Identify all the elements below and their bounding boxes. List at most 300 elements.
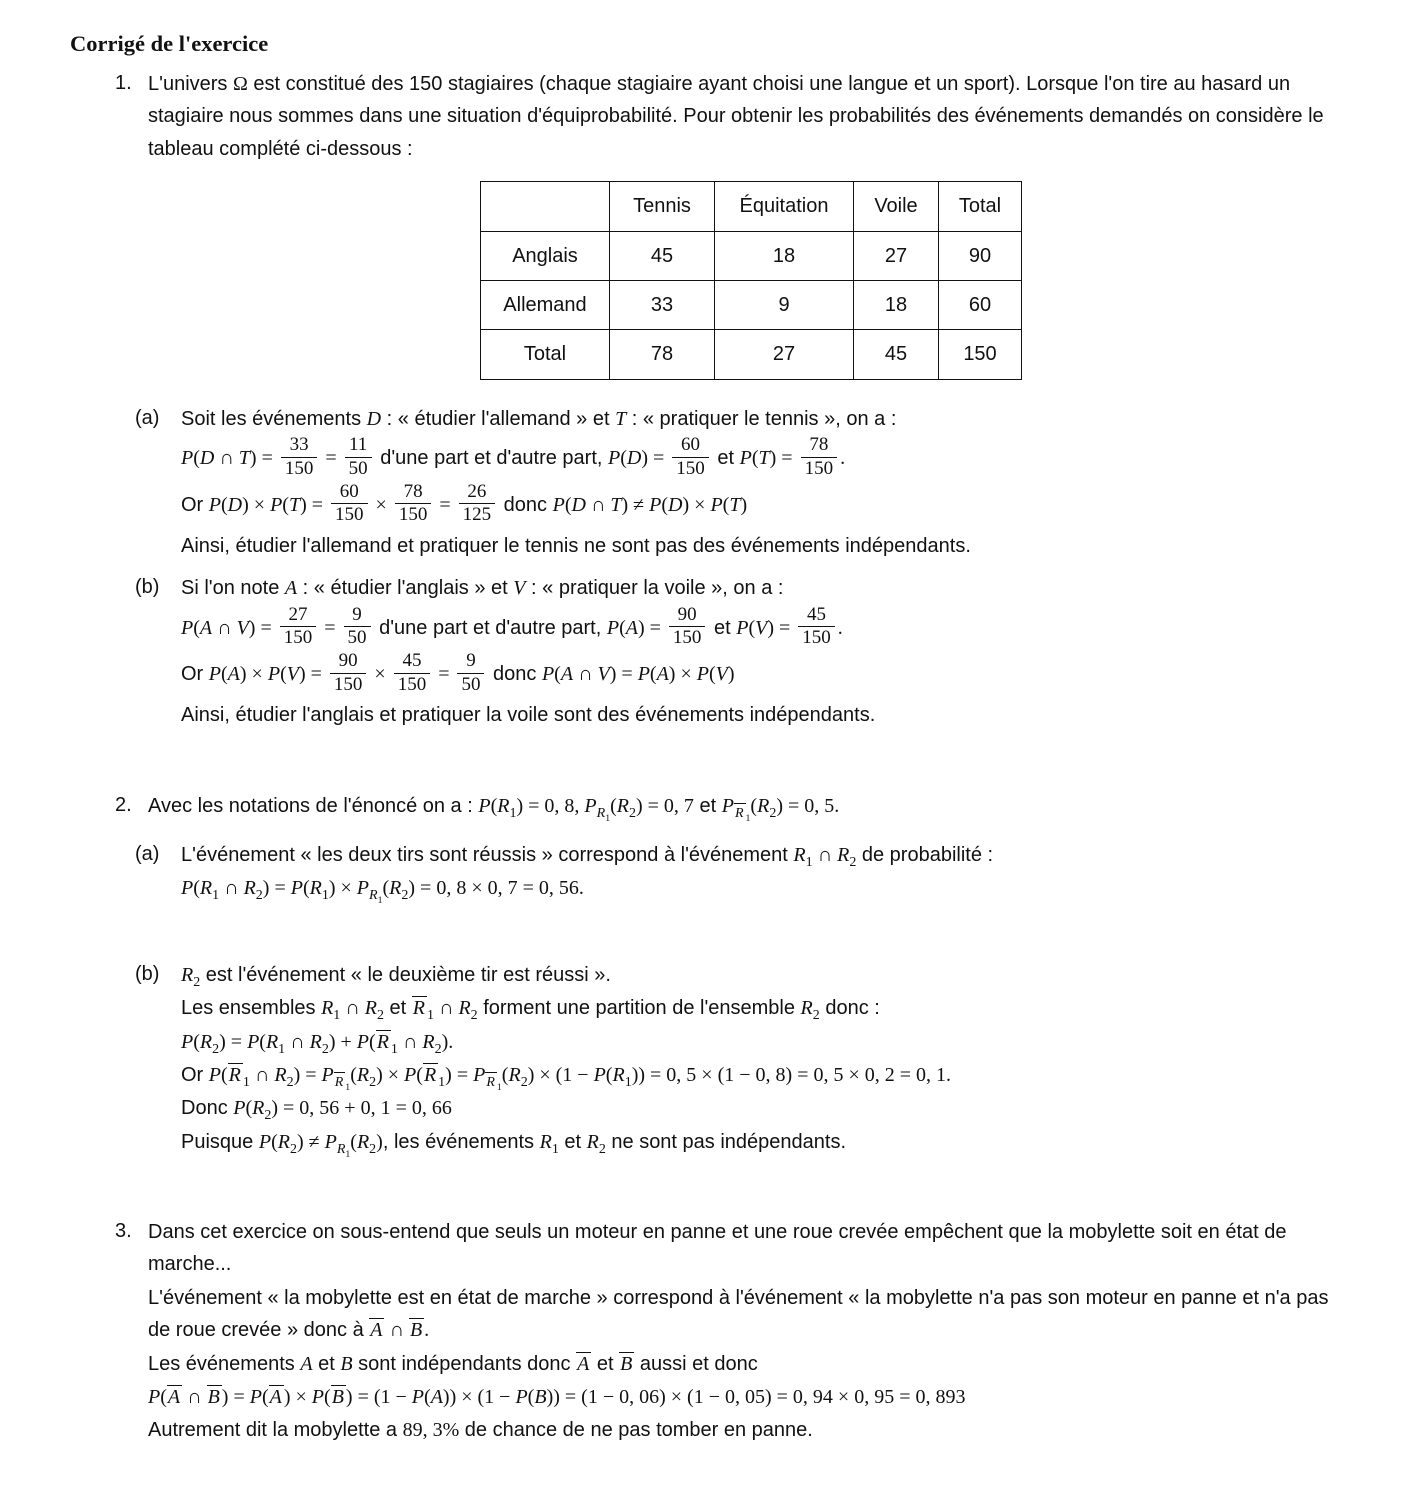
math-roman: ) = xyxy=(262,877,291,900)
fraction: $\frac{60}{150}$ xyxy=(331,481,368,527)
text-run: Or xyxy=(181,1063,209,1086)
math-roman: ( xyxy=(722,494,730,517)
overline xyxy=(619,1352,634,1376)
math-var: A xyxy=(625,616,638,639)
math-var: R xyxy=(321,997,334,1020)
table-cell: 45 xyxy=(854,330,939,379)
subscript xyxy=(256,886,263,902)
text-run: L'événement « les deux tirs sont réussis » correspond à l'événement xyxy=(181,843,794,866)
text-run: de probabilité : xyxy=(856,843,994,866)
math-roman: 1 xyxy=(377,895,383,907)
table-cell: 60 xyxy=(939,280,1022,329)
math-roman: ( xyxy=(193,447,200,470)
math-var: R xyxy=(309,1030,322,1053)
subscript xyxy=(377,1006,384,1022)
overline xyxy=(369,1318,384,1342)
overline xyxy=(412,996,427,1020)
table-cell: 18 xyxy=(854,280,939,329)
math-roman: ) × xyxy=(242,494,271,517)
math-roman: = xyxy=(320,447,342,470)
math-roman: Ω xyxy=(232,73,248,95)
math-var: P xyxy=(552,494,565,517)
math-roman: = xyxy=(319,616,341,639)
math-roman: ( xyxy=(271,1130,278,1153)
math-roman: ( xyxy=(259,1030,266,1053)
math-line xyxy=(181,1092,1354,1124)
math-roman: 1 xyxy=(509,805,517,821)
overline xyxy=(734,803,746,822)
math-roman: 1 xyxy=(390,1041,398,1057)
math-roman: ) xyxy=(727,663,735,686)
math-var: B xyxy=(409,1319,423,1342)
overline xyxy=(334,1072,346,1091)
math-var: T xyxy=(729,494,741,517)
math-roman: ( xyxy=(619,616,626,639)
table-cell: 27 xyxy=(715,330,854,379)
table-cell: 33 xyxy=(610,280,715,329)
math-var: P xyxy=(270,494,283,517)
item-number: 2. xyxy=(115,793,132,816)
math-roman: ( xyxy=(708,663,716,686)
math-roman: 2 xyxy=(369,1141,377,1157)
math-roman: ( xyxy=(193,877,200,900)
math-roman: ( xyxy=(554,663,561,686)
math-roman: 2 xyxy=(628,805,636,821)
subitem-body xyxy=(181,958,1354,1159)
fraction: $\frac{60}{150}$ xyxy=(672,434,709,480)
text-line xyxy=(181,699,1354,731)
math-var: P xyxy=(736,616,749,639)
math-roman: 1 xyxy=(345,1081,351,1093)
math-var: P xyxy=(233,1097,246,1120)
text-line xyxy=(181,572,1354,604)
math-var: P xyxy=(739,447,752,470)
text-run: et xyxy=(711,447,740,470)
math-roman: ( xyxy=(350,1130,357,1153)
math-var: V xyxy=(286,663,299,686)
math-var: R xyxy=(228,1063,241,1086)
math-var: R xyxy=(277,1130,290,1153)
table-cell: 9 xyxy=(715,280,854,329)
text-run: Donc xyxy=(181,1097,234,1120)
math-roman: 2 xyxy=(520,1074,528,1090)
math-roman: ) = xyxy=(248,616,277,639)
math-roman: ) = xyxy=(221,1386,250,1409)
subscript xyxy=(599,1140,606,1156)
math-roman: ∩ xyxy=(285,1030,310,1053)
subscript xyxy=(485,1073,502,1093)
math-roman: ) = xyxy=(300,494,329,517)
text-run: donc xyxy=(487,663,542,686)
math-var: A xyxy=(269,1386,282,1409)
math-var: V xyxy=(513,577,526,600)
table-header-cell: Équitation xyxy=(715,182,854,231)
subscript xyxy=(625,1073,632,1089)
math-line xyxy=(181,603,1354,652)
math-var: R xyxy=(252,1097,265,1120)
text-line xyxy=(181,992,1354,1024)
overline xyxy=(207,1385,222,1409)
math-roman: 2 xyxy=(286,1074,294,1090)
text-run: donc : xyxy=(819,997,880,1020)
math-roman: ∩ xyxy=(812,843,838,866)
math-roman: ( xyxy=(350,1063,357,1086)
math-roman: 1 xyxy=(745,812,751,824)
math-var: A xyxy=(560,663,574,686)
subscript xyxy=(427,1006,434,1022)
math-var: A xyxy=(577,1352,590,1375)
math-roman: ) = xyxy=(445,1063,474,1086)
overline xyxy=(576,1352,591,1376)
text-run: et xyxy=(312,1352,341,1375)
text-run: et xyxy=(383,997,412,1020)
exercise-item-2 xyxy=(70,789,1354,1160)
text-run: forment une partition de l'ensemble xyxy=(477,997,801,1020)
math-var: R xyxy=(422,1030,435,1053)
math-var: P xyxy=(208,1063,221,1086)
math-roman: ( xyxy=(527,1386,535,1409)
math-roman: ). xyxy=(441,1030,454,1053)
math-var: P xyxy=(710,494,723,517)
math-var: R xyxy=(364,997,377,1020)
math-roman: 2 xyxy=(769,805,777,821)
text-run: : « étudier l'allemand » et xyxy=(381,407,616,430)
subitem-2b xyxy=(135,958,1354,1159)
math-roman: 1 xyxy=(278,1041,286,1057)
paragraph xyxy=(148,1282,1354,1347)
math-roman: ∩ xyxy=(433,997,459,1020)
math-roman: ( xyxy=(193,1030,200,1053)
math-roman: ) + xyxy=(328,1030,357,1053)
math-roman: ∩ xyxy=(182,1386,207,1409)
fraction: $\frac{9}{50}$ xyxy=(457,650,484,696)
text-run: : « étudier l'anglais » et xyxy=(297,577,514,600)
math-roman: ( xyxy=(748,616,756,639)
math-var: T xyxy=(288,494,301,517)
math-var: P xyxy=(606,616,620,639)
math-roman: ( xyxy=(416,1063,423,1086)
math-roman: ) = xyxy=(641,447,670,470)
math-roman: ) = 0, 8 × 0, 7 = 0, 56. xyxy=(408,877,584,900)
math-roman: ∩ xyxy=(573,663,598,686)
math-roman: 1 xyxy=(605,812,611,824)
math-var: R xyxy=(181,963,194,986)
text-run: donc xyxy=(498,494,553,517)
subscript xyxy=(336,1140,351,1160)
math-roman: ( xyxy=(221,663,228,686)
math-var: A xyxy=(300,1352,313,1375)
subscript xyxy=(243,1073,250,1089)
math-roman: 2 xyxy=(812,1008,820,1024)
math-var: V xyxy=(597,663,610,686)
text-run: Soit les événements xyxy=(181,407,367,430)
math-var: R xyxy=(412,997,425,1020)
math-var: P xyxy=(473,1063,486,1086)
math-roman: ( xyxy=(261,1386,269,1409)
math-var: R xyxy=(497,794,510,817)
overline xyxy=(269,1385,284,1409)
math-roman: ∩ xyxy=(249,1063,275,1086)
math-var: P xyxy=(515,1386,528,1409)
math-roman: ) = xyxy=(609,663,638,686)
math-roman: ∩ xyxy=(212,616,237,639)
math-roman: × xyxy=(370,494,392,517)
math-roman: ) = xyxy=(769,447,798,470)
math-var: B xyxy=(534,1386,547,1409)
math-var: T xyxy=(758,447,770,470)
math-var: A xyxy=(227,663,240,686)
math-var: R xyxy=(508,1063,521,1086)
text-run: Si l'on note xyxy=(181,577,285,600)
math-line xyxy=(181,652,1354,698)
text-run: Les ensembles xyxy=(181,997,322,1020)
paragraph xyxy=(148,1216,1354,1281)
math-var: A xyxy=(167,1386,181,1409)
table-row xyxy=(481,280,1022,329)
math-var: P xyxy=(321,1063,334,1086)
math-var: A xyxy=(199,616,213,639)
math-roman: ( xyxy=(564,494,572,517)
fraction: $\frac{90}{150}$ xyxy=(330,650,367,696)
math-roman: ( xyxy=(610,794,617,817)
math-roman: ) × xyxy=(328,877,357,900)
subscript xyxy=(435,1040,442,1056)
math-roman: 1 xyxy=(212,888,220,904)
math-var: R xyxy=(356,1130,370,1153)
math-roman: ( xyxy=(193,616,200,639)
math-var: P xyxy=(593,1063,606,1086)
math-var: R xyxy=(757,794,770,817)
math-roman: ∩ xyxy=(384,1319,409,1342)
math-var: P xyxy=(249,1386,262,1409)
paragraph xyxy=(148,68,1354,165)
subscript xyxy=(629,804,636,820)
math-roman: = xyxy=(434,494,456,517)
math-var: P xyxy=(267,663,281,686)
math-var: T xyxy=(238,447,250,470)
text-run: et xyxy=(558,1130,587,1153)
text-run: L'univers xyxy=(148,73,233,95)
table-header-cell: Voile xyxy=(854,182,939,231)
math-roman: ( xyxy=(620,447,627,470)
math-var: V xyxy=(755,616,768,639)
text-run: : « pratiquer la voile », on a : xyxy=(525,577,784,600)
math-roman: ∩ xyxy=(585,494,611,517)
item-body xyxy=(135,789,1354,1160)
math-roman: ) ≠ xyxy=(621,494,650,517)
math-roman: ) = 0, 56 + 0, 1 = 0, 66 xyxy=(271,1097,452,1120)
math-roman: ) = xyxy=(637,616,666,639)
math-roman: 2 xyxy=(434,1041,442,1057)
text-run: de chance de ne pas tomber en panne. xyxy=(459,1419,813,1442)
math-var: R xyxy=(199,1030,213,1053)
subitem-label: (a) xyxy=(135,406,160,429)
math-var: P xyxy=(608,447,621,470)
math-roman: ( xyxy=(382,877,390,900)
overline xyxy=(423,1063,438,1087)
table-cell: 78 xyxy=(610,330,715,379)
math-roman: 2 xyxy=(321,1041,329,1057)
math-roman: ) = 0, 7 xyxy=(635,794,694,817)
subscript xyxy=(287,1073,294,1089)
math-var: R xyxy=(734,805,744,821)
math-var: D xyxy=(626,447,642,470)
text-line xyxy=(148,1414,1354,1446)
subscript xyxy=(734,804,751,824)
math-roman: ( xyxy=(160,1386,167,1409)
math-var: A xyxy=(656,663,669,686)
math-roman: ) = (1 − xyxy=(345,1386,412,1409)
math-roman: × xyxy=(369,663,391,686)
text-run: Avec les notations de l'énoncé on a : xyxy=(148,794,479,817)
math-var: P xyxy=(721,794,734,817)
math-var: P xyxy=(290,877,303,900)
page-title: Corrigé de l'exercice xyxy=(70,31,269,56)
math-roman: 2 xyxy=(598,1141,606,1157)
text-run: est constitué des 150 stagiaires (chaque stagiaire ayant choisi une langue et un sport). Lorsque l'on tire au hasard un stagiaire nous sommes dans une situation d'équiprobabilité. Pour obtenir les probabilités des événements demandés on considère le tableau complété ci-dessous : xyxy=(148,73,1324,160)
math-roman: ) xyxy=(740,494,748,517)
subscript xyxy=(391,1040,398,1056)
math-roman: ( xyxy=(280,663,287,686)
table-cell: 27 xyxy=(854,231,939,280)
subscript xyxy=(290,1140,297,1156)
math-var: D xyxy=(571,494,586,517)
fraction: $\frac{26}{125}$ xyxy=(459,481,496,527)
math-roman: ( xyxy=(490,794,498,817)
subscript xyxy=(552,1140,559,1156)
subscript xyxy=(813,1006,820,1022)
math-var: R xyxy=(334,1074,344,1090)
math-roman: ( xyxy=(750,794,758,817)
subscript xyxy=(521,1073,528,1089)
text-line xyxy=(181,839,1354,871)
paragraph xyxy=(148,790,1354,822)
text-run: L'événement « la mobylette est en état de marche » correspond à l'événement « la mobylette n'a pas son moteur en panne et n'a pas de roue crevée » donc à xyxy=(148,1286,1329,1342)
math-var: R xyxy=(389,877,402,900)
math-var: P xyxy=(247,1030,260,1053)
subitem-label: (a) xyxy=(135,842,160,865)
math-line xyxy=(181,1026,1354,1058)
math-var: R xyxy=(199,877,213,900)
math-var: R xyxy=(793,843,806,866)
text-run: Autrement dit la mobylette a xyxy=(148,1419,403,1442)
text-run: Ainsi, étudier l'allemand et pratiquer le tennis ne sont pas des événements indépendants. xyxy=(181,534,971,557)
overline xyxy=(376,1030,391,1054)
math-var: B xyxy=(331,1386,344,1409)
overline xyxy=(331,1385,346,1409)
math-roman: . xyxy=(424,1319,430,1342)
fraction: $\frac{11}{50}$ xyxy=(345,434,372,480)
math-roman: 2 xyxy=(193,974,201,990)
math-var: R xyxy=(596,805,606,821)
math-var: R xyxy=(243,877,256,900)
math-roman: ( xyxy=(221,494,228,517)
math-var: R xyxy=(423,1063,437,1086)
math-roman: ) × xyxy=(239,663,268,686)
table-header-row xyxy=(481,182,1022,231)
text-run: sont indépendants donc xyxy=(352,1352,577,1375)
math-var: D xyxy=(227,494,243,517)
math-line xyxy=(181,872,1354,907)
text-line xyxy=(148,1348,1354,1380)
math-var: P xyxy=(148,1386,161,1409)
fraction: $\frac{78}{150}$ xyxy=(395,481,432,527)
subitem-label: (b) xyxy=(135,962,160,985)
table-cell: 90 xyxy=(939,231,1022,280)
math-var: A xyxy=(430,1386,443,1409)
math-var: R xyxy=(356,1063,370,1086)
math-roman: )) = 0, 5 × (1 − 0, 8) = 0, 5 × 0, 2 = 0, 1. xyxy=(631,1063,952,1086)
math-roman: ) = xyxy=(293,1063,322,1086)
math-var: R xyxy=(274,1063,287,1086)
subscript xyxy=(322,886,329,902)
math-roman: ( xyxy=(369,1030,376,1053)
math-var: P xyxy=(584,794,597,817)
table-header-cell: Total xyxy=(939,182,1022,231)
text-run: Puisque xyxy=(181,1130,259,1153)
text-run: Or xyxy=(181,494,209,517)
math-var: R xyxy=(336,1141,346,1157)
table-cell: 18 xyxy=(715,231,854,280)
overline xyxy=(228,1063,243,1087)
math-line xyxy=(181,480,1354,529)
math-roman: )) × (1 − xyxy=(442,1386,516,1409)
data-table xyxy=(480,181,1022,380)
math-roman: 1 xyxy=(805,854,813,870)
math-var: P xyxy=(696,663,709,686)
math-var: B xyxy=(340,1352,353,1375)
math-var: R xyxy=(800,997,813,1020)
math-roman: ∩ xyxy=(397,1030,423,1053)
text-run: Or xyxy=(181,663,209,686)
subitem-1b xyxy=(135,571,1354,732)
math-roman: ( xyxy=(302,877,310,900)
text-run: aussi et donc xyxy=(634,1352,758,1375)
math-roman: ∩ xyxy=(340,997,365,1020)
math-var: P xyxy=(541,663,555,686)
text-line xyxy=(181,959,1354,991)
item-number: 3. xyxy=(115,1220,132,1243)
math-roman: ) × xyxy=(668,663,697,686)
math-roman: ( xyxy=(751,447,759,470)
math-roman: 1 xyxy=(242,1074,250,1090)
math-roman: 1 xyxy=(345,1148,351,1160)
math-roman: ∩ xyxy=(219,877,244,900)
math-var: P xyxy=(208,494,221,517)
math-roman: 2 xyxy=(264,1108,272,1124)
math-var: P xyxy=(411,1386,425,1409)
subitem-body xyxy=(181,571,1354,732)
math-var: A xyxy=(370,1319,383,1342)
table-row xyxy=(481,330,1022,379)
overline xyxy=(485,1072,497,1091)
math-line xyxy=(148,1381,1354,1413)
table-header-cell xyxy=(481,182,610,231)
math-roman: ) × xyxy=(376,1063,405,1086)
math-roman: 2 xyxy=(212,1041,220,1057)
text-run: et xyxy=(591,1352,620,1375)
math-roman: 1 xyxy=(426,1008,434,1024)
math-roman: ( xyxy=(501,1063,509,1086)
item-body xyxy=(148,1215,1354,1448)
math-var: P xyxy=(181,447,194,470)
item-number: 1. xyxy=(115,72,132,94)
math-var: B xyxy=(620,1352,633,1375)
row-header-cell: Allemand xyxy=(481,280,610,329)
math-roman: 1 xyxy=(333,1008,341,1024)
math-var: R xyxy=(369,888,378,904)
table-row xyxy=(481,231,1022,280)
